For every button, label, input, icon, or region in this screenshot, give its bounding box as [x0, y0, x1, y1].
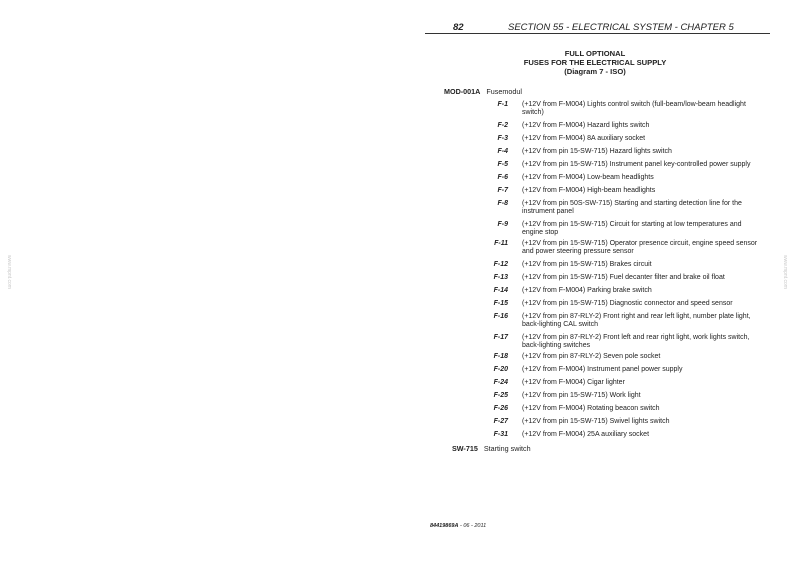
fuse-description: (+12V from F-M004) Parking brake switch [522, 287, 652, 294]
fuse-description: (+12V from F-M004) High-beam headlights [522, 187, 656, 194]
fuse-id: F-14 [493, 287, 508, 294]
fuse-description: (+12V from F-M004) Hazard lights switch [522, 122, 650, 129]
module-row [444, 87, 522, 96]
fuse-description: (+12V from pin 87-RLY-2) Front left and rear right light, work lights switch, back-lighting switches [522, 334, 750, 349]
fuse-description: (+12V from pin 87-RLY-2) Front right and rear left light, number plate light, back-lighting CAL switch [522, 313, 751, 328]
fuse-id: F-12 [493, 261, 508, 268]
fuse-id: F-6 [497, 174, 508, 181]
fuse-id: F-9 [497, 221, 508, 228]
fuse-description: (+12V from F-M004) 25A auxiliary socket [522, 431, 650, 438]
document-title [500, 49, 690, 76]
fuse-description: (+12V from pin 15-SW-715) Operator presence circuit, engine speed sensor and power steering pressure sensor [522, 240, 758, 255]
fuse-id: F-20 [493, 366, 508, 373]
section-title: SECTION 55 - ELECTRICAL SYSTEM - CHAPTER 5 [508, 22, 734, 33]
fuse-id: F-2 [497, 122, 508, 129]
module-name: Fusemodul [486, 87, 522, 96]
header-rule [425, 33, 770, 34]
fuse-id: F-13 [493, 274, 508, 281]
footer [430, 523, 486, 529]
watermark-left: www.mpnt.com [6, 255, 12, 289]
fuse-description: (+12V from pin 15-SW-715) Instrument panel key-controlled power supply [522, 161, 751, 168]
switch-name: Starting switch [483, 444, 531, 453]
fuse-id: F-8 [497, 200, 508, 207]
switch-row [452, 444, 531, 453]
fuse-id: F-7 [497, 187, 508, 194]
fuse-description: (+12V from pin 87-RLY-2) Seven pole socket [522, 353, 661, 360]
fuse-id: F-5 [497, 161, 508, 168]
fuse-id: F-16 [493, 313, 508, 320]
fuse-description: (+12V from F-M004) Instrument panel power supply [522, 366, 683, 373]
fuse-description: (+12V from pin 15-SW-715) Diagnostic connector and speed sensor [522, 300, 733, 307]
fuse-id: F-24 [493, 379, 508, 386]
fuse-id: F-25 [493, 392, 508, 399]
fuse-id: F-11 [494, 240, 508, 247]
fuse-id: F-26 [493, 405, 508, 412]
fuse-description: (+12V from F-M004) Lights control switch (full-beam/low-beam headlight switch) [522, 101, 746, 116]
title-line-3: (Diagram 7 - ISO) [564, 67, 626, 76]
fuse-description: (+12V from F-M004) 8A auxiliary socket [522, 135, 646, 142]
fuse-id: F-4 [497, 148, 508, 155]
fuse-id: F-1 [497, 101, 508, 108]
fuse-id: F-31 [493, 431, 508, 438]
fuse-description: (+12V from pin 15-SW-715) Brakes circuit [522, 261, 652, 268]
footer-date: - 06 - 2011 [458, 523, 487, 529]
fuse-description: (+12V from pin 15-SW-715) Fuel decanter filter and brake oil float [522, 274, 725, 281]
fuse-id: F-3 [497, 135, 508, 142]
page-number: 82 [453, 22, 464, 33]
fuse-id: F-27 [493, 418, 508, 425]
module-code: MOD-001A [444, 87, 481, 96]
fuse-id: F-15 [493, 300, 508, 307]
watermark-right: www.mpnt.com [782, 255, 788, 289]
fuse-description: (+12V from pin 15-SW-715) Hazard lights switch [522, 148, 672, 155]
fuse-description: (+12V from pin 15-SW-715) Circuit for starting at low temperatures and engine stop [522, 221, 742, 236]
fuse-description: (+12V from pin 15-SW-715) Swivel lights switch [522, 418, 670, 425]
title-line-1: FULL OPTIONAL [564, 49, 626, 58]
title-line-2: FUSES FOR THE ELECTRICAL SUPPLY [523, 58, 667, 67]
fuse-id: F-18 [493, 353, 508, 360]
fuse-description: (+12V from F-M004) Rotating beacon switch [522, 405, 660, 412]
fuse-id: F-17 [493, 334, 508, 341]
switch-code: SW-715 [452, 444, 478, 453]
fuse-description: (+12V from pin 50S-SW-715) Starting and starting detection line for the instrument panel [522, 200, 742, 215]
fuse-description: (+12V from F-M004) Cigar lighter [522, 379, 625, 386]
fuse-description: (+12V from F-M004) Low-beam headlights [522, 174, 654, 181]
fuse-description: (+12V from pin 15-SW-715) Work light [522, 392, 641, 399]
footer-doc-code: 84419869A [430, 523, 459, 529]
